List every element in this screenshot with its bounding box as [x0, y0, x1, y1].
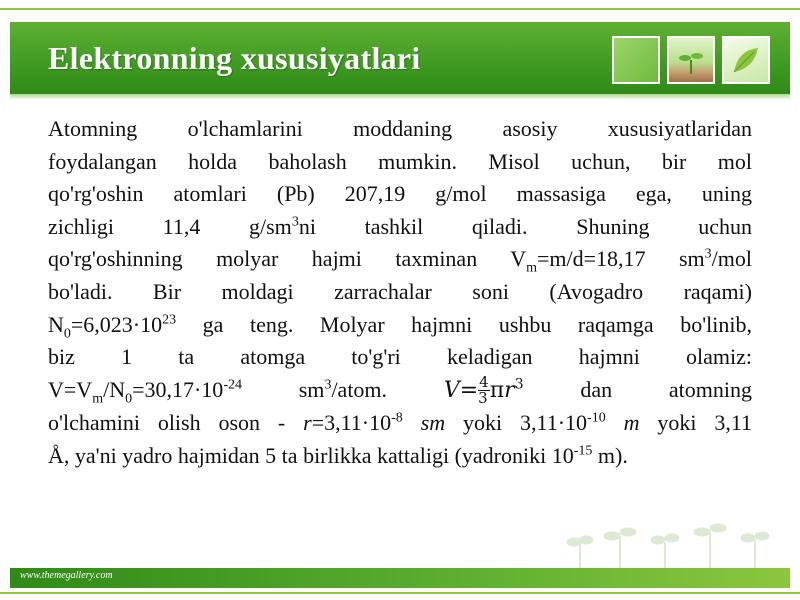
superscript: -15: [573, 443, 593, 459]
subscript: m: [92, 391, 104, 407]
body-line-10: [48, 407, 752, 440]
formula-pi: π: [489, 377, 505, 403]
superscript: -8: [391, 411, 403, 427]
seedling-icon: [669, 38, 713, 82]
superscript: 3: [291, 214, 299, 230]
formula-eq: =: [459, 377, 479, 403]
subscript: 0: [125, 391, 133, 407]
bottom-accent-line: [0, 592, 800, 594]
slide-title: Elektronning xususiyatlari: [48, 40, 421, 76]
text-run: m: [623, 410, 640, 436]
text-run: =30,17·10: [132, 376, 224, 402]
text-run: /N: [103, 376, 126, 402]
text-run: yoki 3,11·10: [445, 410, 588, 436]
text-run: r: [303, 410, 312, 436]
text-run: Å, ya'ni yadro hajmidan 5 ta birlikka kattaligi (yadroniki 10: [48, 442, 574, 468]
text-run: yoki 3,11: [639, 410, 753, 436]
body-line-8: biz 1 ta atomga to'g'ri keladigan hajmni olamiz:: [48, 344, 752, 370]
volume-formula: [443, 373, 524, 408]
text-run: =3,11·10: [311, 410, 392, 436]
formula-var: r: [504, 377, 515, 403]
body-line-3: qo'rg'oshin atomlari (Pb) 207,19 g/mol massasiga ega, uning: [48, 181, 752, 207]
text-run: /mol: [711, 246, 752, 272]
text-run: qo'rg'oshinning molyar hajmi taxminan V: [48, 246, 527, 272]
footer-bar: [10, 568, 790, 588]
text-run: /atom.: [331, 376, 388, 402]
formula-var: V: [443, 377, 460, 403]
text-run: V=V: [48, 376, 93, 402]
superscript: -24: [223, 377, 242, 393]
superscript: 3: [514, 376, 524, 393]
leaf-icon: [724, 38, 768, 82]
plants-decoration-icon: [560, 522, 790, 568]
text-run: =m/d=18,17 sm: [537, 246, 705, 272]
decor-image-seedling: [667, 36, 715, 84]
text-run: sm: [298, 376, 325, 402]
superscript: 3: [704, 247, 712, 263]
body-line-6: bo'ladi. Bir moldagi zarrachalar soni (Avogadro raqami): [48, 278, 752, 304]
text-run: ga teng. Molyar hajmni ushbu raqamga bo'linib,: [176, 311, 752, 337]
body-line-5: [48, 243, 752, 276]
text-run: dan atomning: [580, 376, 753, 402]
subscript: m: [526, 260, 538, 276]
superscript: 23: [162, 312, 177, 328]
body-line-9: [48, 374, 752, 408]
title-banner-shine: [10, 94, 790, 100]
superscript: 3: [324, 377, 332, 393]
superscript: -10: [587, 411, 606, 427]
top-accent-line: [0, 8, 800, 10]
body-line-7: [48, 309, 752, 342]
text-run: sm: [420, 410, 446, 436]
slide-body: [48, 113, 752, 473]
subscript: 0: [63, 325, 71, 341]
fraction-denominator: 3: [478, 389, 488, 408]
footer-url: www.themegallery.com: [20, 570, 113, 581]
body-line-1: Atomning o'lchamlarini moddaning asosiy xususіyatlaridan: [48, 116, 752, 141]
body-line-11: [48, 440, 752, 473]
text-run: N: [48, 311, 64, 337]
body-line-2: foydalangan holda baholash mumkin. Misol uchun, bir mol: [48, 148, 752, 174]
text-run: o'lchamini olish oson -: [48, 410, 304, 436]
text-run: zichligi 11,4 g/sm: [48, 213, 292, 239]
formula-fraction: [478, 375, 490, 406]
decor-image-leaf: [722, 36, 770, 84]
text-run: ni tashkil qiladi. Shuning uchun: [298, 213, 752, 239]
text-run: m).: [592, 442, 628, 468]
decor-image-green: [612, 36, 660, 84]
text-run: =6,023·10: [70, 311, 163, 337]
body-line-4: [48, 211, 752, 244]
fraction-numerator: 4: [479, 373, 489, 392]
